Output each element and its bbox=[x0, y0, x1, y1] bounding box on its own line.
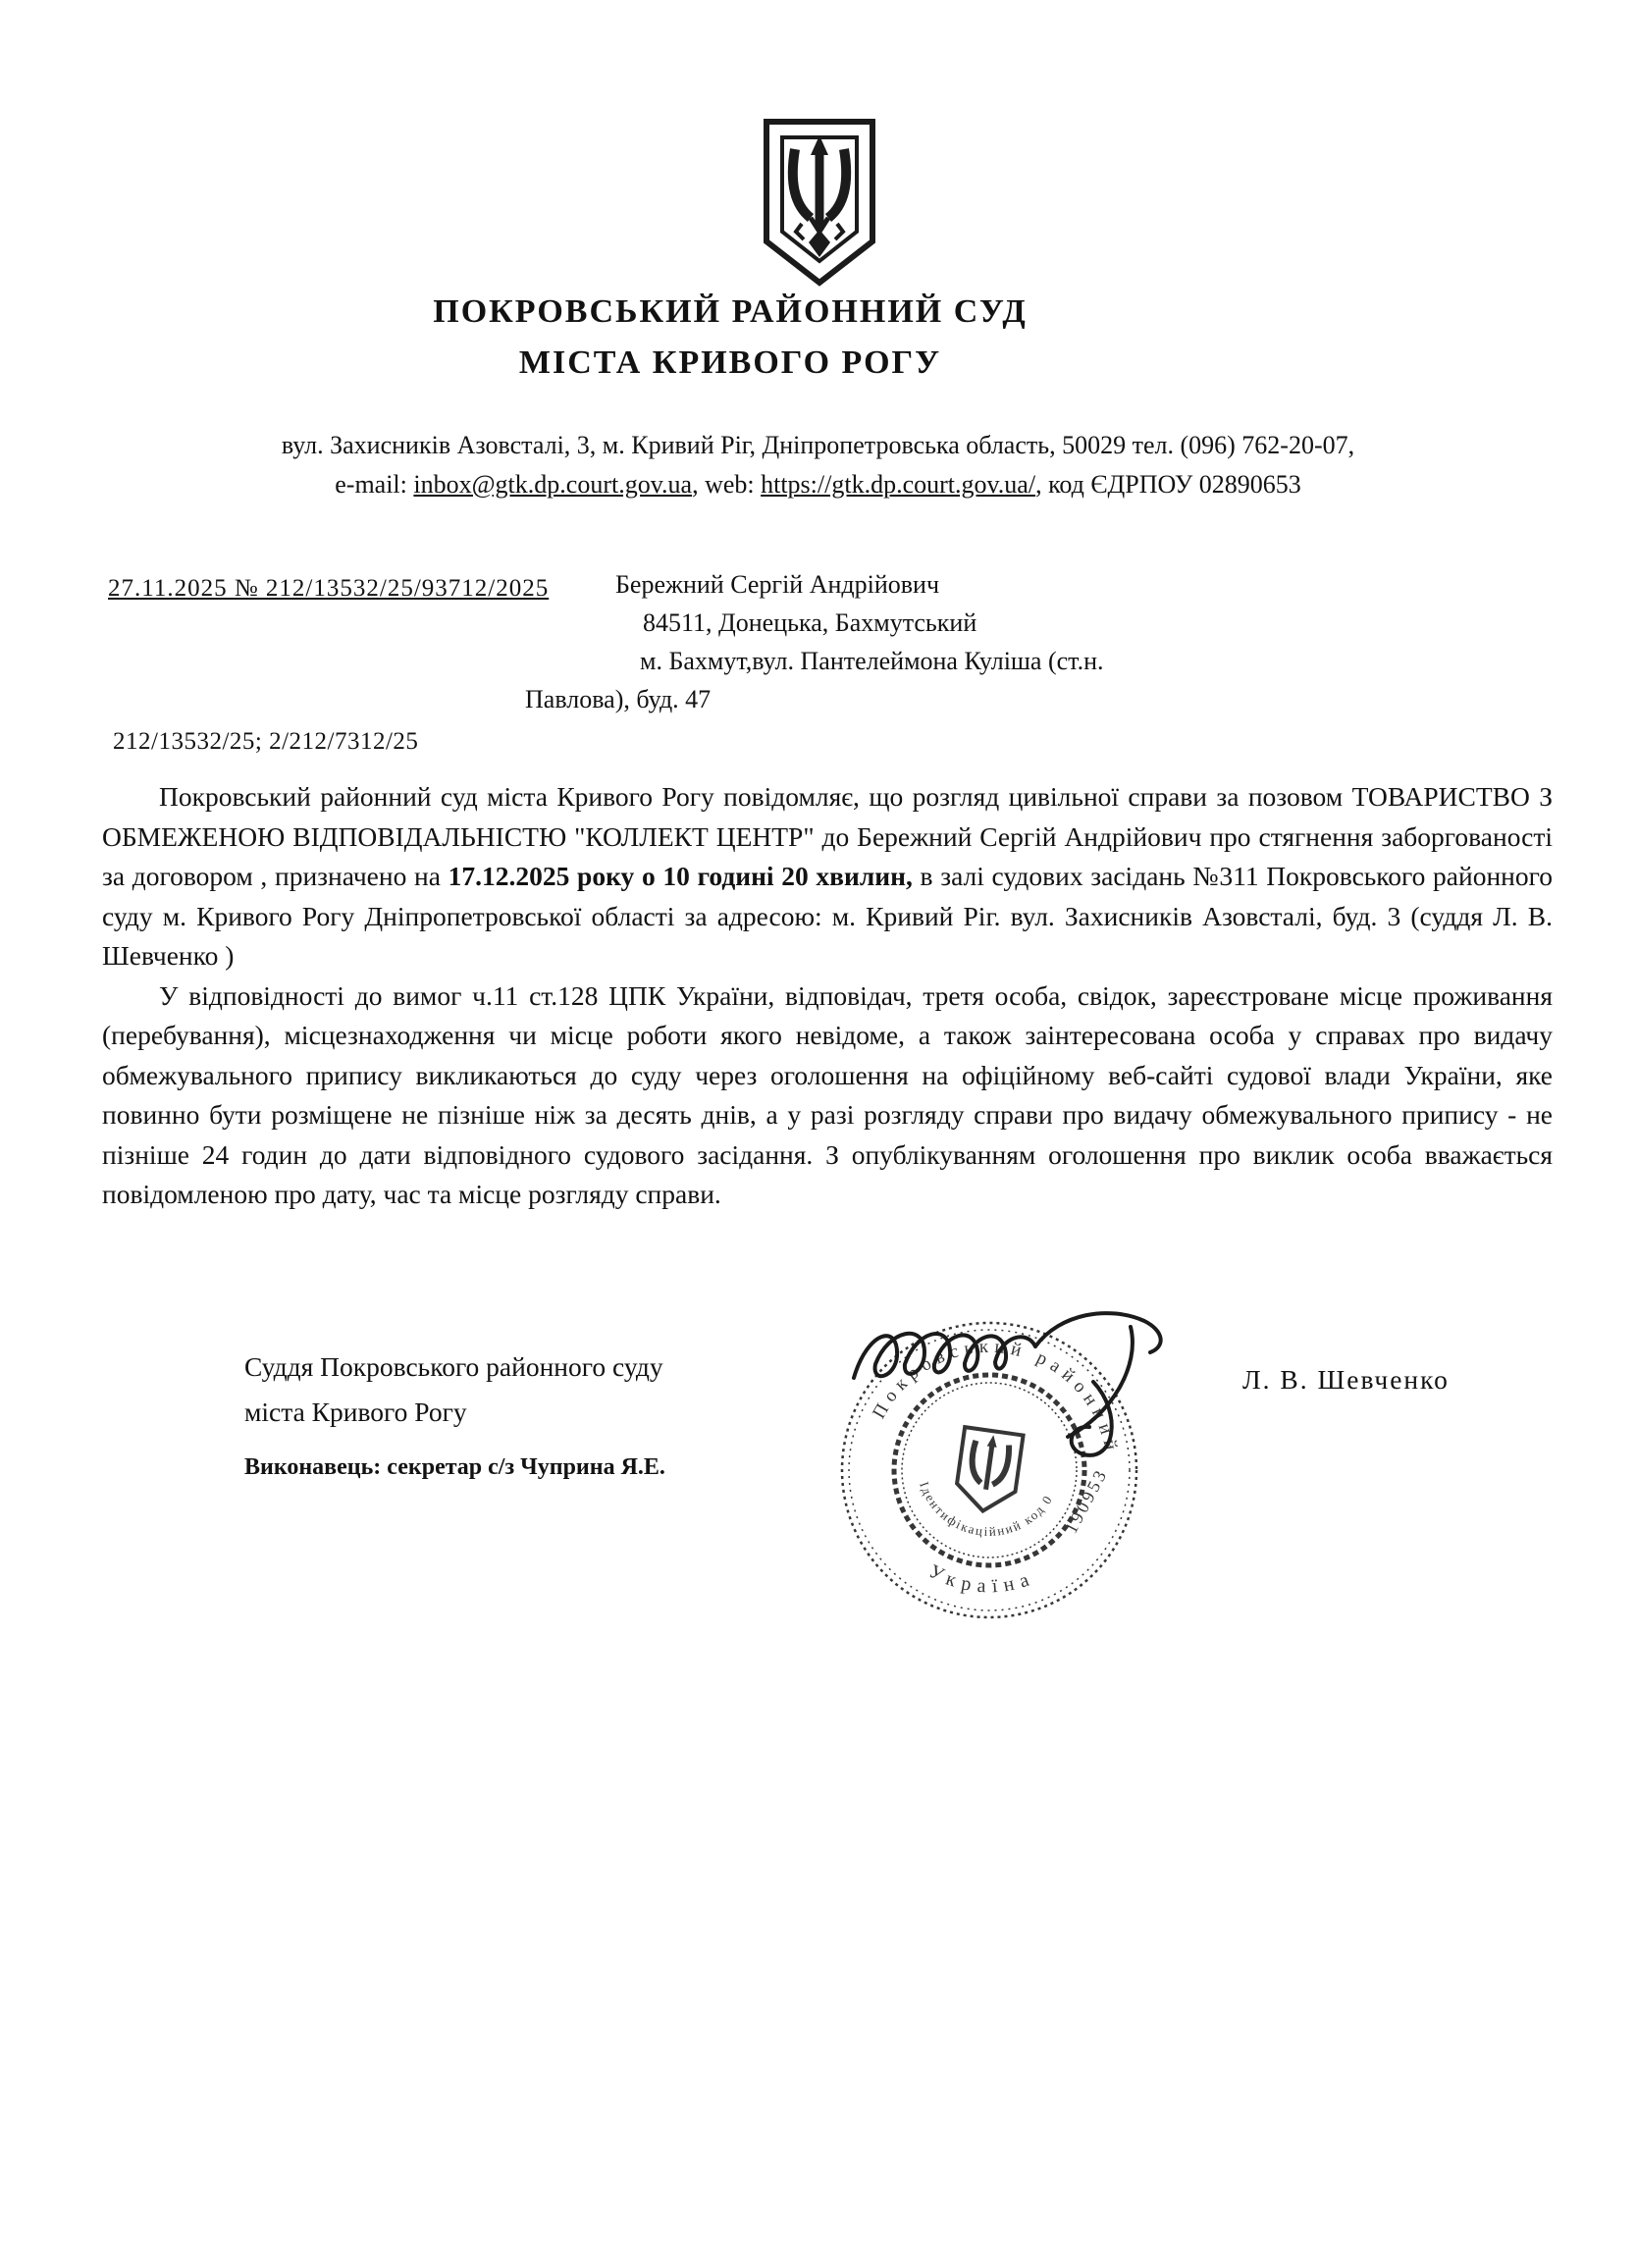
p1-text-before: Покровський районний суд міста Кривого Рогу повідомляє, що розгляд цивільної справи за позовом ТОВАРИСТВО З ОБМЕЖЕНОЮ ВІДПОВІДАЛЬНІСТЮ "КОЛЛЕКТ ЦЕНТР" до Бережний Сергій Андрійович про стягнення заборгованості за договором , призначено на bbox=[102, 781, 1553, 891]
svg-text:Україна bbox=[925, 1560, 1038, 1597]
ukraine-trident-emblem bbox=[759, 114, 880, 289]
recipient-name: Бережний Сергій Андрійович bbox=[615, 570, 940, 599]
stamp-ring-text: Покровський районний bbox=[869, 1336, 1123, 1457]
web-text: https://gtk.dp.court.gov.ua/ bbox=[761, 470, 1036, 499]
outgoing-date-number: 27.11.2025 № 212/13532/25/93712/2025 bbox=[108, 575, 550, 602]
recipient-building: Павлова), буд. 47 bbox=[525, 685, 712, 713]
recipient-postcode-region: 84511, Донецька, Бахмутський bbox=[643, 608, 977, 637]
hearing-datetime: 17.12.2025 року о 10 годині 20 хвилин, bbox=[448, 861, 913, 891]
stamp-trident-icon bbox=[954, 1427, 1024, 1515]
p1-text-after: в залі судових засідань №311 Покровського районного суду м. Кривого Рогу Дніпропетровської області за адресою: м. Кривий Ріг. вул. Захисників Азовсталі, буд. 3 (суддя Л. В. Шевченко ) bbox=[102, 861, 1553, 971]
case-numbers: 212/13532/25; 2/212/7312/25 bbox=[113, 728, 419, 755]
judge-name: Л. В. Шевченко bbox=[1242, 1364, 1450, 1395]
judge-role bbox=[244, 1345, 663, 1435]
stamp-code-digits: 190953 bbox=[1060, 1464, 1112, 1537]
judge-role-line1: Суддя Покровського районного суду bbox=[244, 1351, 663, 1382]
stamp-country-text: Україна bbox=[924, 1560, 1038, 1598]
court-title bbox=[0, 287, 1460, 389]
body-paragraph-2: У відповідності до вимог ч.11 ст.128 ЦПК України, відповідач, третя особа, свідок, зареєстроване місце проживання (перебування), місцезнаходження чи місце роботи якого невідоме, а також заінтересована особа у справах про видачу обмежувального припису викликаються до суду через оголошення на офіційному веб-сайті судової влади України, яке повинно бути розміщене не пізніше ніж за десять днів, а у разі розгляду справи про видачу обмежувального припису - не пізніше 24 годин до дати відповідного судового засідання. З опублікуванням оголошення про виклик особа вважається повідомленою про дату, час та місце розгляду справи. bbox=[102, 979, 1553, 1209]
body-paragraph-1 bbox=[102, 777, 1553, 976]
address-line2 bbox=[0, 465, 1636, 504]
court-stamp bbox=[834, 1284, 1176, 1649]
executor-line: Виконавець: секретар с/з Чуприна Я.Е. bbox=[244, 1454, 665, 1480]
web-label: , web: bbox=[692, 470, 762, 499]
email-text: inbox@gtk.dp.court.gov.ua bbox=[413, 470, 693, 499]
judge-role-line2: міста Кривого Рогу bbox=[244, 1397, 467, 1427]
recipient-street: м. Бахмут,вул. Пантелеймона Куліша (ст.н. bbox=[640, 647, 1104, 675]
email-label: e-mail: bbox=[335, 470, 414, 499]
letter-body bbox=[102, 777, 1553, 1215]
edrpou-code: , код ЄДРПОУ 02890653 bbox=[1035, 470, 1301, 499]
stamp-inner-text: Ідентифікаційний код 0 bbox=[917, 1479, 1056, 1540]
court-title-line1: ПОКРОВСЬКИЙ РАЙОННИЙ СУД bbox=[433, 293, 1028, 330]
letterhead-address bbox=[0, 426, 1636, 504]
recipient-block bbox=[525, 565, 1134, 718]
svg-text:Покровський районний bbox=[869, 1337, 1122, 1457]
address-line1: вул. Захисників Азовсталі, 3, м. Кривий Ріг, Дніпропетровська область, 50029 тел. (096) 762-20-07, bbox=[281, 431, 1355, 459]
court-title-line2: МІСТА КРИВОГО РОГУ bbox=[518, 344, 942, 381]
